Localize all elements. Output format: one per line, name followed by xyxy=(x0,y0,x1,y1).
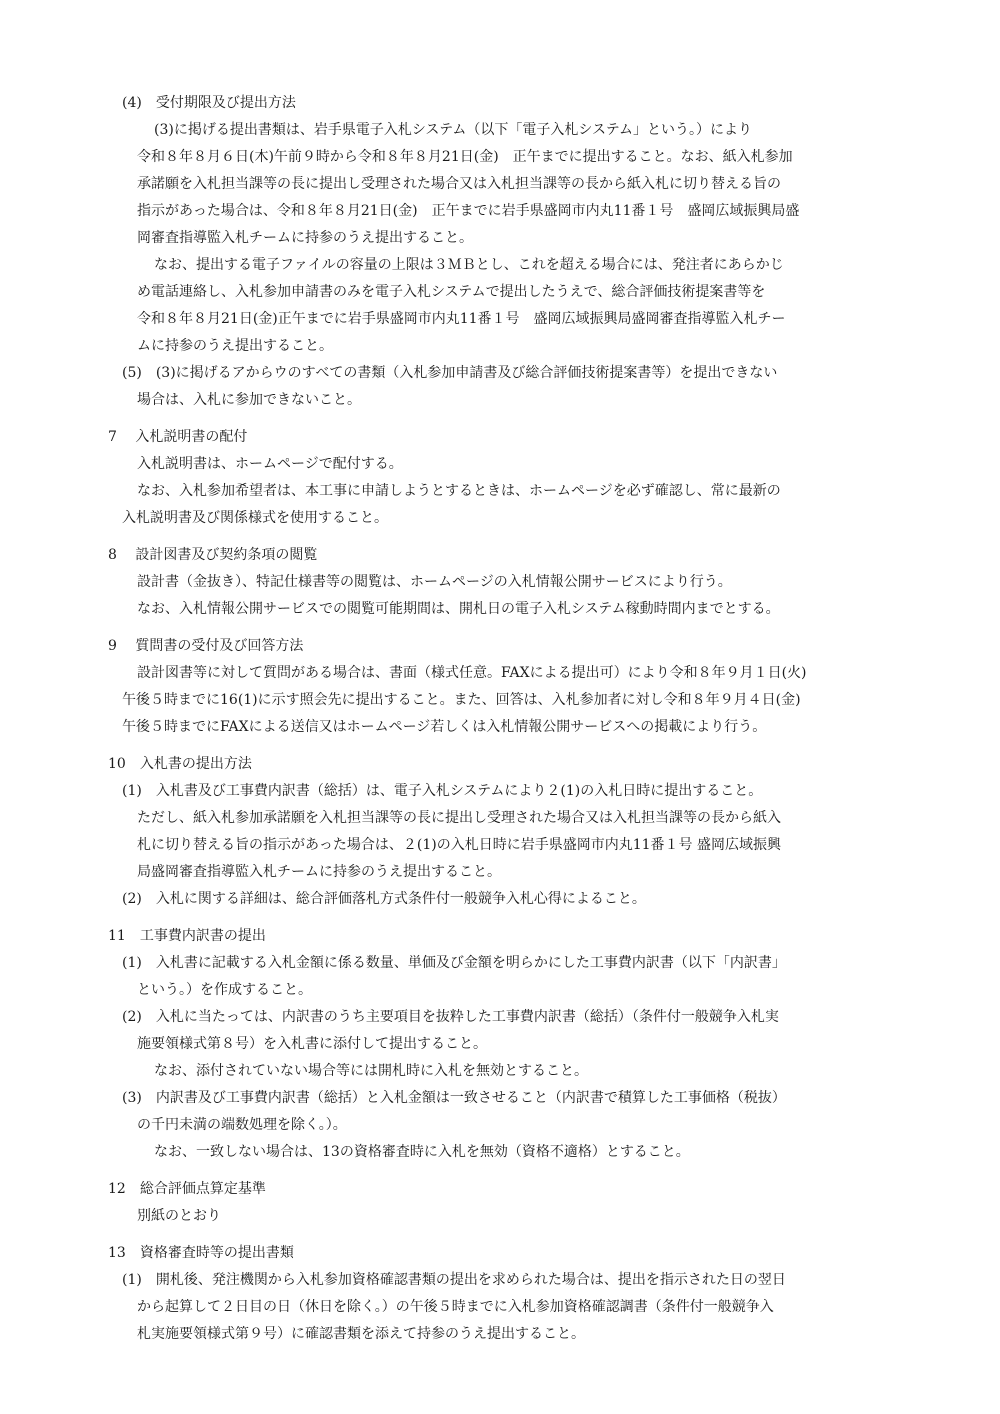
text-line: なお、提出する電子ファイルの容量の上限は３ＭＢとし、これを超える場合には、発注者にあらかじ xyxy=(154,257,784,273)
text-line: (2) 入札に関する詳細は、総合評価落札方式条件付一般競争入札心得によること。 xyxy=(122,891,646,907)
section-heading: 12 総合評価点算定基準 xyxy=(108,1181,266,1197)
text-line: なお、添付されていない場合等には開札時に入札を無効とすること。 xyxy=(154,1063,588,1079)
text-line: (1) 入札書に記載する入札金額に係る数量、単価及び金額を明らかにした工事費内訳書（以下「内訳書」 xyxy=(122,955,786,971)
text-line: なお、入札参加希望者は、本工事に申請しようとするときは、ホームページを必ず確認し、常に最新の xyxy=(137,483,781,499)
text-line: (5) (3)に掲げるアからウのすべての書類（入札参加申請書及び総合評価技術提案書等）を提出できない xyxy=(122,365,778,381)
text-line: 入札説明書は、ホームページで配付する。 xyxy=(137,456,403,472)
text-line: の千円未満の端数処理を除く。）。 xyxy=(137,1117,347,1133)
section-heading: 13 資格審査時等の提出書類 xyxy=(108,1245,294,1261)
text-line: なお、入札情報公開サービスでの閲覧可能期間は、開札日の電子入札システム稼動時間内までとする。 xyxy=(137,601,780,617)
text-line: (4) 受付期限及び提出方法 xyxy=(122,95,296,111)
text-line: 午後５時までにFAXによる送信又はホームページ若しくは入札情報公開サービスへの掲載により行う。 xyxy=(122,719,767,735)
section-heading: 10 入札書の提出方法 xyxy=(108,756,252,772)
text-line: という。）を作成すること。 xyxy=(137,982,312,998)
text-line: 午後５時までに16(1)に示す照会先に提出すること。また、回答は、入札参加者に対し令和８年９月４日(金) xyxy=(122,692,801,708)
text-line: 局盛岡審査指導監入札チームに持参のうえ提出すること。 xyxy=(137,864,501,880)
text-line: (1) 開札後、発注機関から入札参加資格確認書類の提出を求められた場合は、提出を指示された日の翌日 xyxy=(122,1272,786,1288)
text-line: 承諾願を入札担当課等の長に提出し受理された場合又は入札担当課等の長から紙入札に切り替える旨の xyxy=(137,176,781,192)
text-line: ただし、紙入札参加承諾願を入札担当課等の長に提出し受理された場合又は入札担当課等の長から紙入 xyxy=(137,810,781,826)
text-line: め電話連絡し、入札参加申請書のみを電子入札システムで提出したうえで、総合評価技術提案書等を xyxy=(137,284,766,300)
section-heading: 9 質問書の受付及び回答方法 xyxy=(108,638,304,654)
text-line: 施要領様式第８号）を入札書に添付して提出すること。 xyxy=(137,1036,487,1052)
text-line: 設計図書等に対して質問がある場合は、書面（様式任意。FAXによる提出可）により令和８年９月１日(火) xyxy=(137,665,807,681)
section-heading: 11 工事費内訳書の提出 xyxy=(108,928,266,944)
text-line: (3)に掲げる提出書類は、岩手県電子入札システム（以下「電子入札システム」という。）により xyxy=(154,122,753,138)
text-line: (1) 入札書及び工事費内訳書（総括）は、電子入札システムにより２(1)の入札日時に提出すること。 xyxy=(122,783,763,799)
text-line: (3) 内訳書及び工事費内訳書（総括）と入札金額は一致させること（内訳書で積算した工事価格（税抜） xyxy=(122,1090,786,1106)
text-line: 設計書（金抜き）、特記仕様書等の閲覧は、ホームページの入札情報公開サービスにより行う。 xyxy=(137,574,732,590)
text-line: 別紙のとおり xyxy=(137,1208,221,1224)
text-line: 場合は、入札に参加できないこと。 xyxy=(137,392,361,408)
text-line: 札に切り替える旨の指示があった場合は、２(1)の入札日時に岩手県盛岡市内丸11番１号 盛岡広域振興 xyxy=(137,837,781,853)
section-heading: 8 設計図書及び契約条項の閲覧 xyxy=(108,547,318,563)
text-line: 指示があった場合は、令和８年８月21日(金) 正午までに岩手県盛岡市内丸11番１号 盛岡広域振興局盛 xyxy=(137,203,800,219)
text-line: 入札説明書及び関係様式を使用すること。 xyxy=(122,510,388,526)
text-line: 令和８年８月６日(木)午前９時から令和８年８月21日(金) 正午までに提出すること。なお、紙入札参加 xyxy=(137,149,793,165)
text-line: から起算して２日目の日（休日を除く。）の午後５時までに入札参加資格確認調書（条件付一般競争入 xyxy=(137,1299,774,1315)
text-line: ムに持参のうえ提出すること。 xyxy=(137,338,333,354)
text-line: なお、一致しない場合は、13の資格審査時に入札を無効（資格不適格）とすること。 xyxy=(154,1144,690,1160)
text-line: 札実施要領様式第９号）に確認書類を添えて持参のうえ提出すること。 xyxy=(137,1326,585,1342)
section-heading: 7 入札説明書の配付 xyxy=(108,429,248,445)
text-line: (2) 入札に当たっては、内訳書のうち主要項目を抜粋した工事費内訳書（総括）（条件付一般競争入札実 xyxy=(122,1009,779,1025)
text-line: 岡審査指導監入札チームに持参のうえ提出すること。 xyxy=(137,230,473,246)
text-line: 令和８年８月21日(金)正午までに岩手県盛岡市内丸11番１号 盛岡広域振興局盛岡審査指導監入札チー xyxy=(137,311,786,327)
